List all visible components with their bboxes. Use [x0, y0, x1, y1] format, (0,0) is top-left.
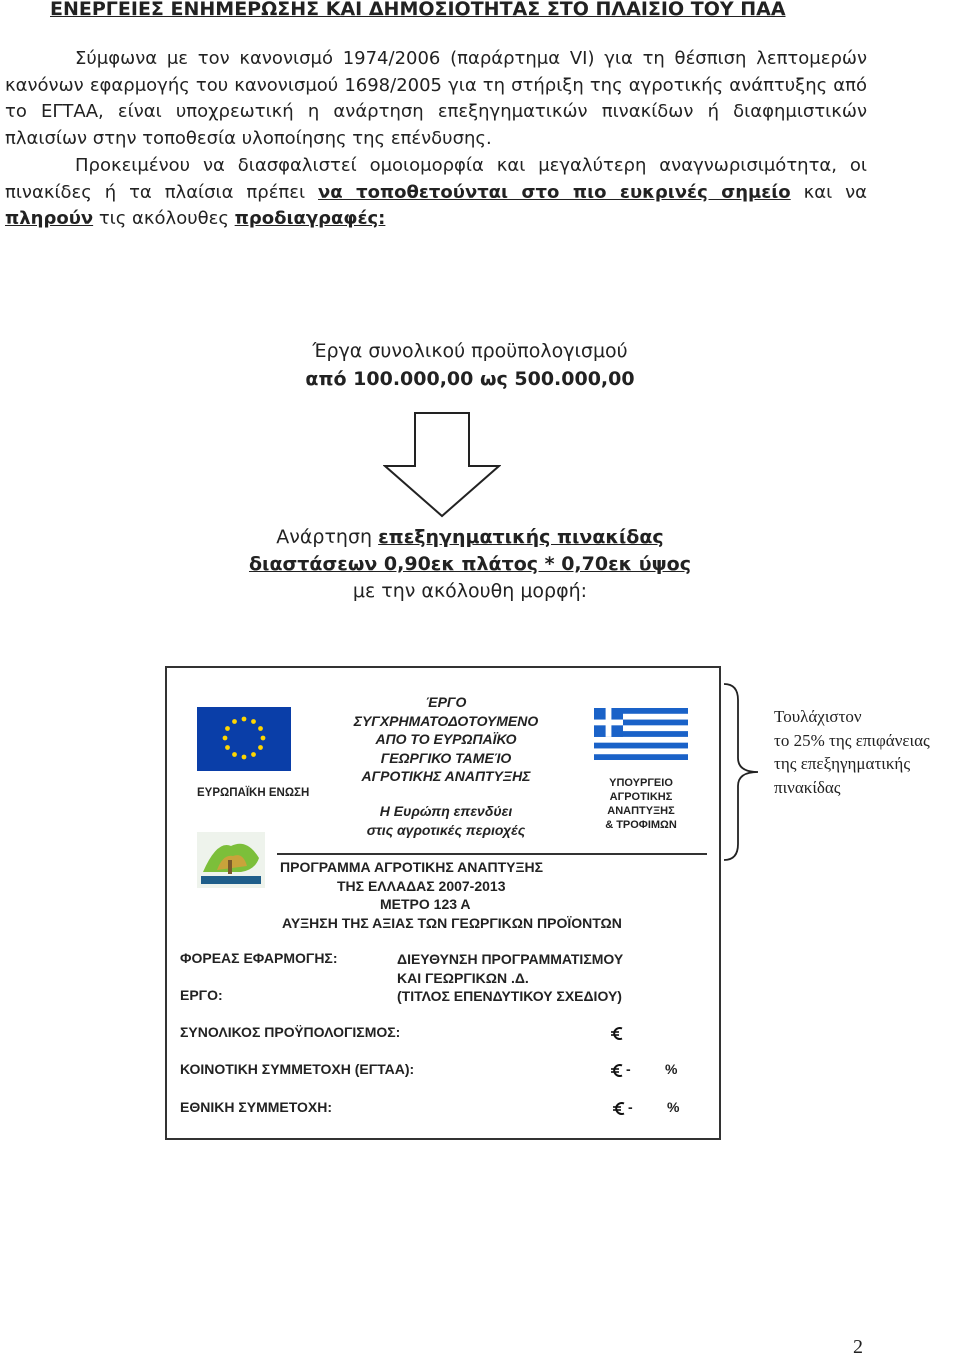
note-line: πινακίδας	[774, 777, 841, 797]
paragraph2-emphasis-placement: να τοποθετούνται στο πιο ευκρινές σημείο	[318, 181, 791, 203]
project-line: ΈΡΓΟ	[425, 694, 467, 710]
ministry-line: ΑΓΡΟΤΙΚΗΣ	[609, 791, 673, 803]
paragraph2-part1: Προκειμένου να διασφαλιστεί ομοιομορφία και μεγαλύτερη αναγνωρισιμότητα, οι πινακίδες ή τα πλαίσια πρέπει	[5, 155, 867, 203]
page-number: 2	[853, 1336, 863, 1358]
display-requirement-line1	[120, 526, 820, 548]
note-line: Τουλάχιστον	[774, 707, 862, 726]
paragraph2-emphasis-meet: πληρούν	[5, 208, 94, 229]
project-line: ΑΠΟ ΤΟ ΕΥΡΩΠΑΪΚΟ	[375, 731, 517, 747]
paragraph2-part2: και να	[790, 181, 867, 203]
national-contribution-label: ΕΘΝΙΚΗ ΣΥΜΜΕΤΟΧΗ:	[180, 1099, 333, 1115]
programme-line: ΠΡΟΓΡΑΜΜΑ ΑΓΡΟΤΙΚΗΣ ΑΝΑΠΤΥΞΗΣ	[280, 859, 544, 875]
display-prefix: Ανάρτηση	[276, 526, 379, 548]
project-line: ΓΕΩΡΓΙΚΟ ΤΑΜΕΊΟ	[380, 749, 512, 766]
euro-icon	[612, 1101, 626, 1116]
note-line: της επεξηγηματικής	[774, 754, 911, 773]
national-percent: %	[667, 1099, 680, 1115]
coverage-note	[774, 705, 930, 799]
community-percent: %	[665, 1061, 678, 1077]
agency-line: ΔΙΕΥΘΥΝΣΗ ΠΡΟΓΡΑΜΜΑΤΙΣΜΟΥ	[397, 951, 624, 967]
display-format-line: με την ακόλουθη μορφή:	[352, 580, 588, 602]
budget-range-values: από 100.000,00 ως 500.000,00	[305, 368, 635, 390]
eu-flag-icon	[197, 707, 291, 771]
ministry-line: ΥΠΟΥΡΓΕΙΟ	[609, 777, 673, 789]
ministry-label	[594, 776, 688, 832]
rural-programme-logo	[197, 832, 265, 888]
eu-label: ΕΥΡΩΠΑΪΚΗ ΕΝΩΣΗ	[197, 787, 310, 799]
euro-icon	[610, 1063, 624, 1078]
down-arrow-icon	[383, 412, 501, 518]
agency-label: ΦΟΡΕΑΣ ΕΦΑΡΜΟΓΗΣ:	[180, 950, 338, 966]
project-line: ΣΥΓΧΡΗΜΑΤΟΔΟΤΟΥΜΕΝΟ	[353, 712, 539, 729]
programme-block	[280, 858, 680, 932]
programme-line: ΑΥΞΗΣΗ ΤΗΣ ΑΞΙΑΣ ΤΩΝ ΓΕΩΡΓΙΚΩΝ ΠΡΟΪΟΝΤΩΝ	[282, 914, 622, 931]
agency-value	[397, 950, 623, 1006]
slogan-line: στις αγροτικές περιοχές	[366, 822, 526, 838]
display-sign-type: επεξηγηματικής πινακίδας	[378, 526, 664, 548]
community-dash: -	[626, 1061, 631, 1077]
ministry-line: ΑΝΑΠΤΥΞΗΣ	[607, 805, 675, 817]
page-heading: ΕΝΕΡΓΕΙΕΣ ΕΝΗΜΕΡΩΣΗΣ ΚΑΙ ΔΗΜΟΣΙΟΤΗΤΑΣ ΣΤΟ ΠΛΑΙΣΙΟ ΤΟΥ ΠΑΑ	[50, 0, 786, 20]
display-dimensions: διαστάσεων 0,90εκ πλάτος * 0,70εκ ύψος	[248, 553, 691, 575]
community-contribution-label: ΚΟΙΝΟΤΙΚΗ ΣΥΜΜΕΤΟΧΗ (ΕΓΤΑΑ):	[180, 1061, 415, 1077]
project-line: ΑΓΡΟΤΙΚΗΣ ΑΝΑΠΤΥΞΗΣ	[361, 768, 531, 784]
panel-divider	[277, 853, 707, 855]
paragraph2-emphasis-specs: προδιαγραφές:	[234, 208, 386, 229]
eu-slogan	[330, 802, 562, 840]
note-line: το 25% της επιφάνειας	[774, 730, 930, 750]
project-title-placeholder: (ΤΙΤΛΟΣ ΕΠΕΝΔΥΤΙΚΟΥ ΣΧΕΔΙΟΥ)	[397, 988, 622, 1004]
total-budget-label: ΣΥΝΟΛΙΚΟΣ ΠΡΟΫΠΟΛΟΓΙΣΜΟΣ:	[180, 1024, 401, 1040]
greek-flag-icon	[594, 708, 688, 760]
slogan-line: Η Ευρώπη επενδύει	[379, 803, 513, 819]
budget-range-title: Έργα συνολικού προϋπολογισμού	[312, 340, 628, 362]
programme-line: ΜΕΤΡΟ 123 Α	[380, 896, 471, 912]
national-dash: -	[628, 1099, 633, 1115]
project-label: ΕΡΓΟ:	[180, 987, 223, 1003]
cofinancing-statement	[330, 693, 562, 786]
agency-line: ΚΑΙ ΓΕΩΡΓΙΚΩΝ .Δ.	[397, 969, 529, 986]
programme-line: ΤΗΣ ΕΛΛΑΔΑΣ 2007-2013	[337, 877, 506, 894]
ministry-line: & ΤΡΟΦΙΜΩΝ	[605, 819, 677, 831]
curly-brace-icon	[722, 682, 776, 862]
regulation-paragraph: Σύμφωνα με τον κανονισμό 1974/2006 (παράρτημα VI) για τη θέσπιση λεπτομερών κανόνων εφαρμογής του κανονισμού 1698/2005 για τη στήριξη της αγροτικής ανάπτυξης από το ΕΓΤΑΑ, είναι υποχρεωτική η ανάρτηση επεξηγηματικών πινακίδων ή διαφημιστικών πλαισίων στην τοποθεσία υλοποίησης της επένδυσης.	[5, 48, 867, 149]
specification-paragraph	[5, 153, 867, 233]
paragraph2-part3: τις ακόλουθες	[93, 208, 235, 229]
euro-icon	[610, 1026, 624, 1041]
